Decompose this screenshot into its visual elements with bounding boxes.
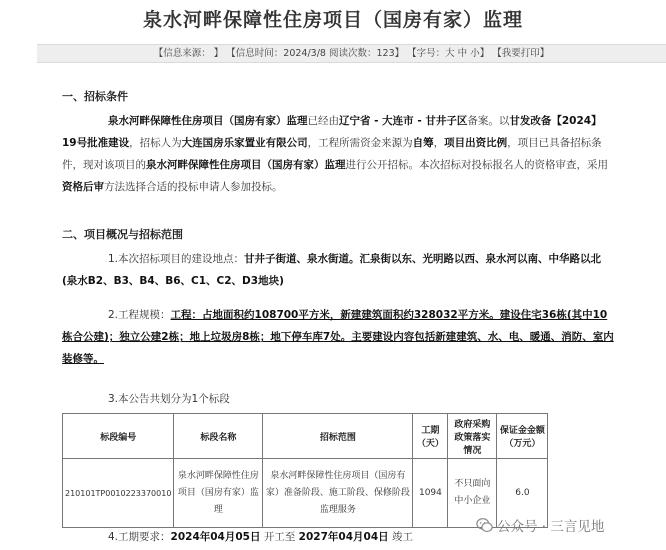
- approval-ref-number: 【2024】19号批准建设: [62, 115, 602, 149]
- text: 4.工期要求：: [108, 531, 171, 543]
- header-deposit: 保证金金额（万元）: [497, 414, 548, 459]
- info-source: 【信息来源： 】: [153, 48, 224, 59]
- text: 2.工程规模：: [108, 309, 171, 321]
- text: 已经由: [307, 115, 339, 127]
- watermark: [476, 515, 604, 535]
- location-paragraph: [62, 248, 614, 292]
- header-code: 标段编号: [63, 414, 174, 459]
- filing-region: 辽宁省 - 大连市 - 甘井子区: [339, 115, 468, 127]
- text: 3.本公告共划分为1个标段: [108, 393, 230, 405]
- wechat-icon: [476, 517, 493, 534]
- sections-paragraph: [62, 388, 614, 410]
- bidding-conditions-paragraph: [62, 110, 614, 198]
- cell-code: 210101TP0010223370010: [63, 459, 174, 528]
- text: 竣工: [391, 531, 413, 543]
- cell-policy: 不只面向中小企业: [448, 459, 497, 528]
- funding-source: 自筹: [412, 137, 434, 149]
- header-days: 工期（天）: [413, 414, 448, 459]
- text: ，项目已具备招标条件，现对该项目的: [62, 137, 602, 171]
- bid-section-table: [62, 413, 548, 528]
- header-policy: 政府采购政策落实情况: [448, 414, 497, 459]
- construction-location: 甘井子街道、泉水街道。汇泉街以东、光明路以西、泉水河以南、中华路以北(泉水B2、B3、B4、B6、C1、C2、D3地块): [62, 253, 602, 287]
- scale-paragraph: [62, 304, 614, 370]
- end-date: 2027年04月04日: [298, 531, 389, 543]
- page-title: 泉水河畔保障性住房项目（国房有家）监理: [142, 9, 523, 31]
- project-name-2: 泉水河畔保障性住房项目（国房有家）监理: [146, 159, 346, 171]
- text: 开工至: [263, 531, 296, 543]
- text: 1.本次招标项目的建设地点：: [108, 253, 245, 265]
- tenderer-name: 大连国房乐家置业有限公司: [181, 137, 308, 149]
- cell-scope: 泉水河畔保障性住房项目（国房有家）准备阶段、施工阶段、保修阶段监理服务: [263, 459, 413, 528]
- text: ，招标人为: [129, 137, 182, 149]
- cell-deposit: 6.0: [497, 459, 548, 528]
- project-scale: 工程：占地面积约108700平方米，新建建筑面积约328032平方米。建设住宅36栋(其中10栋合公建)；独立公建2栋；地上垃圾房8栋；地下停车库7处。主要建设内容包括新建建筑、水、电、暖通、消防、室内装修等。: [62, 309, 614, 365]
- cell-name: 泉水河畔保障性住房项目（国房有家）监理: [174, 459, 263, 528]
- text: ，工程所需资金来源为: [307, 137, 413, 149]
- qualification-method: 资格后审: [62, 181, 104, 193]
- header-name: 标段名称: [174, 414, 263, 459]
- text: 进行公开招标。本次招标对投标报名人的资格审查，采用: [345, 159, 608, 171]
- investment-ratio: 项目出资比例: [444, 137, 508, 149]
- approval-ref: 甘发改备: [509, 115, 552, 127]
- text: 方法选择合适的投标申请人参加投标。: [104, 181, 283, 193]
- watermark-text: 公众号 · 三言见地: [497, 519, 605, 535]
- header-scope: 招标范围: [263, 414, 413, 459]
- table-header-row: [63, 414, 548, 459]
- font-size-switch[interactable]: 【字号：大 中 小】: [407, 48, 490, 59]
- print-link[interactable]: 【我要打印】: [492, 48, 550, 59]
- section-heading-project-overview: 二、项目概况与招标范围: [62, 228, 183, 241]
- section-heading-bidding-conditions: 一、招标条件: [62, 90, 128, 103]
- start-date: 2024年04月05日: [170, 531, 261, 543]
- project-name: 泉水河畔保障性住房项目（国房有家）监理: [108, 115, 308, 127]
- cell-days: 1094: [413, 459, 448, 528]
- info-bar: [37, 44, 666, 63]
- info-time: 【信息时间：2024/3/8 阅读次数：123】: [226, 48, 405, 59]
- text: ，: [433, 137, 445, 149]
- text: 备案。以: [467, 115, 510, 127]
